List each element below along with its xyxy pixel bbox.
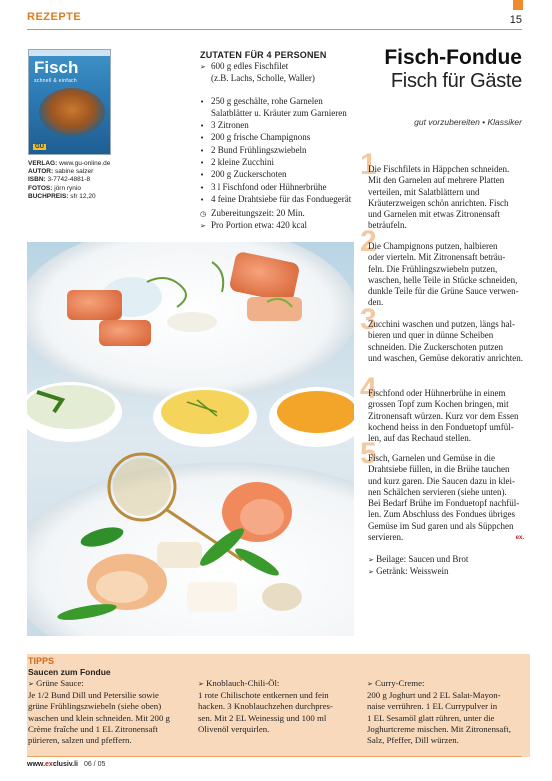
cover-subtitle: schnell & einfach bbox=[34, 78, 77, 84]
ingredient-item: • 200 g Zuckerschoten bbox=[200, 169, 351, 181]
step-number: 3 bbox=[360, 303, 377, 336]
corner-tab bbox=[513, 0, 523, 10]
tips-box bbox=[27, 654, 530, 757]
step-number: 5 bbox=[360, 437, 377, 470]
recipe-info bbox=[200, 208, 307, 233]
recipe-tagline: gut vorzubereiten • Klassiker bbox=[414, 117, 522, 127]
arrow-bullet-icon: ➢ bbox=[200, 63, 206, 71]
bullet-icon: • bbox=[200, 159, 205, 168]
book-cover bbox=[28, 49, 111, 155]
side-dish: ➢ Beilage: Saucen und Brot bbox=[368, 554, 469, 564]
recipe-title: Fisch-Fondue bbox=[384, 46, 522, 69]
book-meta bbox=[28, 160, 110, 201]
tip-column: ➢ Knoblauch-Chili-Öl: 1 rote Chilischote entkernen und fein hacken. 3 Knoblauchzehen durchpres- sen. Mit 2 EL Weinessig und 100 ml Olivenöl verquirlen. bbox=[198, 678, 358, 735]
bullet-icon: • bbox=[200, 146, 205, 155]
arrow-bullet-icon: ➢ bbox=[198, 680, 204, 688]
arrow-bullet-icon: ➢ bbox=[28, 680, 34, 688]
cover-title: Fisch bbox=[34, 58, 79, 77]
ingredient-item: • 4 feine Drahtsiebe für das Fonduegerät bbox=[200, 194, 351, 206]
ingredients-group-2 bbox=[200, 96, 351, 207]
drink: ➢ Getränk: Weisswein bbox=[368, 566, 449, 577]
step-text: Fisch, Garnelen und Gemüse in die Drahtsiebe füllen, in die Brühe tauchen und kurz garen. Die Saucen dazu in klei- nen Schälchen servieren (siehe unten). Bei Bedarf Brühe im Fonduetopf nachfül- len. Zum Abschluss des Fondues übriges Gemüse im Sud garen und als Süppchen servieren. bbox=[368, 453, 520, 543]
tips-subheading: Saucen zum Fondue bbox=[28, 667, 111, 677]
recipe-subtitle: Fisch für Gäste bbox=[390, 70, 522, 92]
meta-row: FOTOS: jörn rynio bbox=[28, 184, 81, 192]
ingredient-item: Salatblätter u. Kräuter zum Garnieren bbox=[211, 108, 347, 119]
tips-heading: TIPPS bbox=[28, 656, 55, 666]
publisher-logo: GU bbox=[35, 144, 44, 150]
step-text: Die Fischfilets in Häppchen schneiden. Mit den Garnelen auf mehrere Platten verteilen, mit Salatblättern und Kräuterzweigen schön anrichten. Fisch und Garnelen mit etwas Zitronensaft beträufeln. bbox=[368, 164, 510, 231]
arrow-bullet-icon: ➢ bbox=[368, 568, 374, 577]
meta-row: BUCHPREIS: sfr 12,20 bbox=[28, 192, 96, 200]
step-number: 2 bbox=[360, 225, 377, 258]
ingredients-group-1 bbox=[200, 61, 315, 85]
ingredient-item: • 3 Zitronen bbox=[200, 120, 351, 132]
bullet-icon: • bbox=[200, 183, 205, 192]
arrow-bullet-icon: ➢ bbox=[200, 222, 206, 231]
bullet-icon: • bbox=[200, 98, 205, 106]
meta-row: AUTOR: sabine salzer bbox=[28, 168, 94, 176]
footer-url[interactable]: www.exclusiv.li bbox=[27, 761, 78, 768]
tip-title: ➢ Knoblauch-Chili-Öl: bbox=[198, 678, 280, 688]
arrow-bullet-icon: ➢ bbox=[367, 680, 373, 688]
prep-time: ◷ Zubereitungszeit: 20 Min. bbox=[200, 208, 307, 220]
tip-title: ➢ Curry-Creme: bbox=[367, 678, 425, 688]
bullet-icon: • bbox=[200, 121, 205, 130]
ingredient-item: ➢ 600 g edles Fischfilet bbox=[200, 61, 315, 73]
tip-column: ➢ Grüne Sauce: Je 1/2 Bund Dill und Petersilie sowie grüne Frühlingszwiebeln (siehe oben) waschen und klein schneiden. Mit 200 g Crème fraîche und 1 EL Zitronensaft pürieren, salzen und pfeffern. bbox=[28, 678, 188, 746]
ingredient-item: • 2 kleine Zucchini bbox=[200, 157, 351, 169]
step-number: 4 bbox=[360, 372, 377, 405]
cover-dish-image bbox=[39, 88, 105, 136]
ingredient-item: • 200 g frische Champignons bbox=[200, 132, 351, 144]
serving-notes bbox=[368, 554, 468, 579]
ingredients-heading: ZUTATEN FÜR 4 PERSONEN bbox=[200, 50, 327, 60]
ingredient-item: • 2 Bund Frühlingszwiebeln bbox=[200, 145, 351, 157]
tip-column: ➢ Curry-Creme: 200 g Joghurt und 2 EL Salat-Mayon- naise verrühren. 1 EL Currypulver in 1 EL Sesamöl glatt rühren, unter die Joghurtcreme mischen. Mit Zitronensaft, Salz, Pfeffer, Dill würzen. bbox=[367, 678, 529, 746]
header-rule bbox=[27, 29, 522, 30]
ingredient-item: • 250 g geschälte, rohe Garnelen bbox=[200, 96, 351, 108]
footer-rule bbox=[27, 756, 522, 757]
ingredient-item: (z.B. Lachs, Scholle, Waller) bbox=[211, 73, 315, 84]
ingredient-item: • 3 l Fischfond oder Hühnerbrühe bbox=[200, 182, 351, 194]
brand-tag: ex. bbox=[515, 535, 524, 541]
meta-row: VERLAG: www.gu-online.de bbox=[28, 160, 111, 167]
arrow-bullet-icon: ➢ bbox=[368, 556, 374, 564]
footer bbox=[27, 761, 105, 768]
bullet-icon: • bbox=[200, 196, 205, 205]
tip-title: ➢ Grüne Sauce: bbox=[28, 678, 84, 688]
bullet-icon: • bbox=[200, 134, 205, 143]
meta-row: ISBN: 3-7742-4881-8 bbox=[28, 176, 91, 184]
clock-icon: ◷ bbox=[200, 210, 207, 218]
step-number: 1 bbox=[360, 148, 377, 181]
fondue-photo bbox=[27, 242, 354, 636]
step-text: Zucchini waschen und putzen, längs hal- bieren und quer in dünne Scheiben schneiden. Die Zuckerschoten putzen und waschen, Gemüse dekorativ anrichten. bbox=[368, 319, 523, 363]
bullet-icon: • bbox=[200, 171, 205, 180]
page-number: 15 bbox=[509, 14, 522, 26]
issue-number: 06 / 05 bbox=[83, 761, 106, 768]
step-text: Fischfond oder Hühnerbrühe in einem grossen Topf zum Kochen bringen, mit Zitronensaft würzen. Kurz vor dem Essen kochend heiss in den Fonduetopf umfül- len, auf das Rechaud stellen. bbox=[368, 388, 519, 444]
section-label: REZEPTE bbox=[27, 11, 82, 23]
per-portion: ➢ Pro Portion etwa: 420 kcal bbox=[200, 220, 307, 232]
step-text: Die Champignons putzen, halbieren oder vierteln. Mit Zitronensaft beträu- feln. Die Frühlingszwiebeln putzen, waschen, helle Teile in Stücke schneiden, dunkle Teile für die Grüne Sauce verwen- den. bbox=[368, 241, 519, 308]
